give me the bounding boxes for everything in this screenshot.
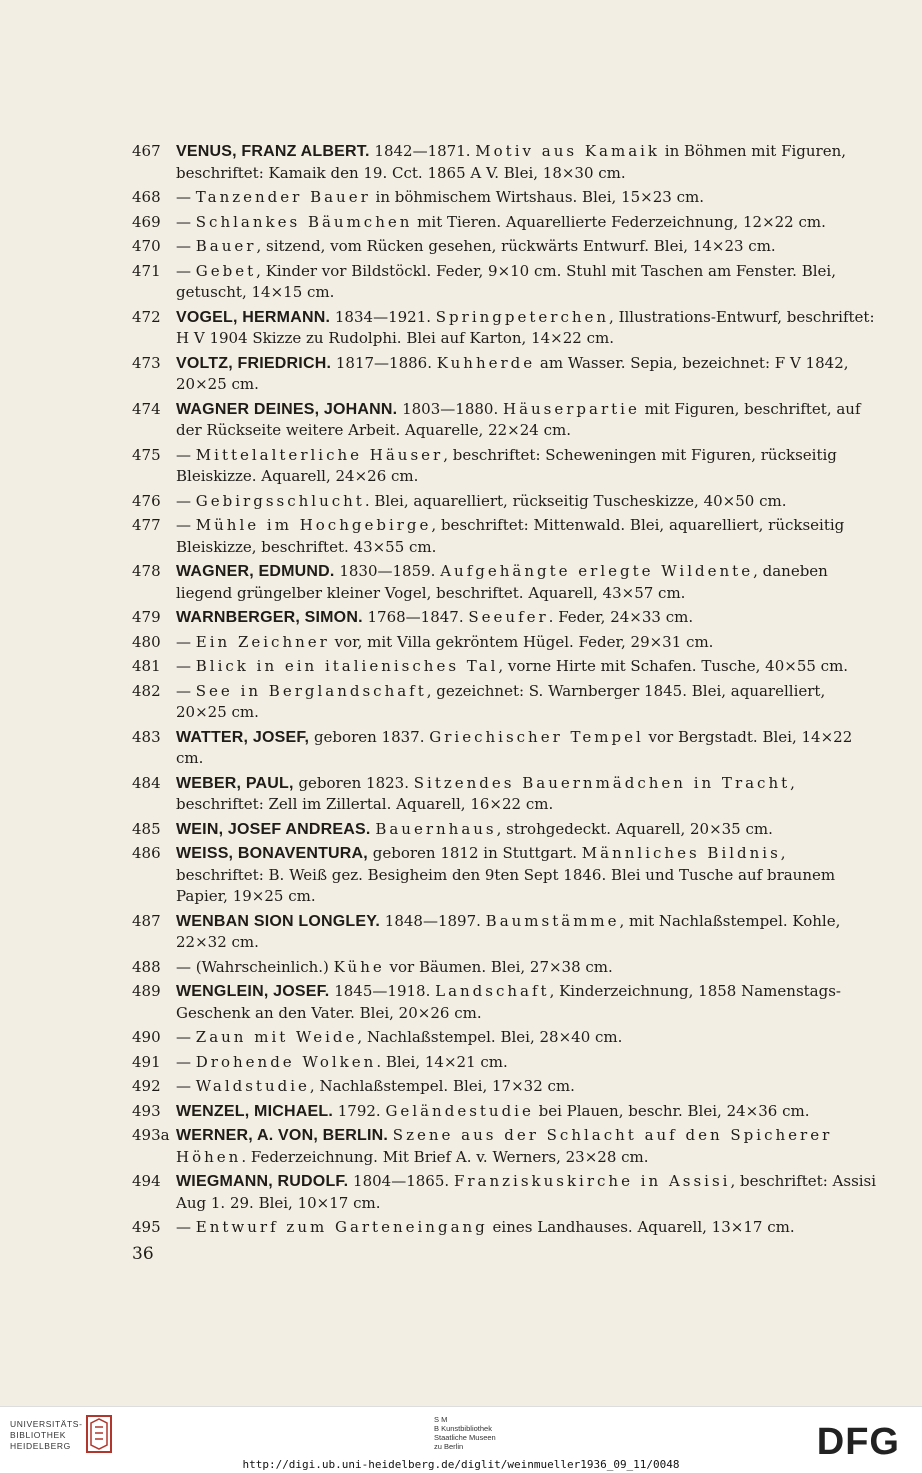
catalog-entry <box>132 445 877 488</box>
entry-description: . Feder, 24×33 cm. <box>548 608 694 626</box>
lib-line-4: zu Berlin <box>434 1442 464 1451</box>
entry-text <box>176 608 693 626</box>
lib-line-2: B Kunstbibliothek <box>434 1424 492 1433</box>
entry-text <box>176 492 787 510</box>
entry-title: Schlankes Bäumchen <box>195 212 413 231</box>
entry-description: , beschriftet: B. Weiß gez. Besigheim den 9ten Sept 1846. Blei und Tusche auf braunem Papier, 19×25 cm. <box>176 844 836 905</box>
entry-text <box>176 308 875 348</box>
entry-title: Landschaft <box>435 982 550 1000</box>
entry-artist: WAGNER DEINES, JOHANN. <box>176 400 398 418</box>
entry-text <box>176 188 704 206</box>
entry-text <box>176 1126 832 1166</box>
entry-description: mit Figuren, beschriftet, auf der Rückseite weitere Arbeit. Aquarelle, 22×24 cm. <box>176 399 861 439</box>
entry-title: Zaun mit Weide <box>195 1028 358 1046</box>
entry-list <box>132 141 877 1242</box>
entry-number: 485 <box>132 819 161 838</box>
entry-dates: 1792. <box>332 1101 386 1120</box>
entry-description: . Federzeichnung. Mit Brief A. v. Werners, 23×28 cm. <box>241 1147 649 1166</box>
entry-dates: — <box>176 1052 196 1071</box>
catalog-entry <box>132 632 877 654</box>
entry-title: Kühe <box>333 957 385 976</box>
entry-number: 486 <box>132 844 161 862</box>
catalog-entry <box>132 515 877 558</box>
entry-number: 494 <box>132 1172 161 1190</box>
lib-line-3: Staatliche Museen <box>434 1433 496 1442</box>
entry-number: 495 <box>132 1218 161 1236</box>
entry-description: , vorne Hirte mit Schafen. Tusche, 40×55 cm. <box>498 657 849 675</box>
entry-number: 488 <box>132 957 161 976</box>
entry-description: , mit Nachlaßstempel. Kohle, 22×32 cm. <box>176 911 841 951</box>
uni-line-1: UNIVERSITÄTS- <box>10 1419 83 1429</box>
entry-text <box>176 1028 622 1046</box>
entry-description: bei Plauen, beschr. Blei, 24×36 cm. <box>533 1101 810 1120</box>
entry-artist: WAGNER, EDMUND. <box>176 563 335 580</box>
entry-dates: — <box>176 1028 196 1046</box>
catalog-entry <box>132 656 877 678</box>
entry-text <box>176 516 844 556</box>
entry-text <box>176 820 773 838</box>
catalog-entry <box>132 819 877 841</box>
entry-text <box>176 1077 575 1095</box>
entry-text <box>176 657 848 675</box>
entry-dates: 1768—1847. <box>362 608 469 626</box>
entry-artist: WARNBERGER, SIMON. <box>176 609 363 626</box>
entry-number: 480 <box>132 632 161 651</box>
entry-title: Kuhherde <box>436 353 536 372</box>
entry-number: 472 <box>132 307 161 326</box>
entry-dates: 1817—1886. <box>331 353 437 372</box>
entry-text <box>176 1053 508 1071</box>
entry-title: Tanzender Bauer <box>195 188 371 206</box>
catalog-entry <box>132 681 877 724</box>
entry-description: , strohgedeckt. Aquarell, 20×35 cm. <box>496 819 773 838</box>
entry-artist: WENGLEIN, JOSEF. <box>176 983 330 1000</box>
entry-description: , beschriftet: Scheweningen mit Figuren, rückseitig Bleiskizze. Aquarell, 24×26 cm. <box>176 445 837 485</box>
entry-description: , beschriftet: Zell im Zillertal. Aquarell, 16×22 cm. <box>176 773 795 813</box>
entry-text <box>176 912 840 952</box>
catalog-entry <box>132 491 877 513</box>
catalog-entry <box>132 1027 877 1049</box>
entry-number: 489 <box>132 982 161 1000</box>
catalog-entry <box>132 261 877 304</box>
entry-text <box>176 237 776 255</box>
entry-title: Szene aus der Schlacht auf den Spicherer Höhen <box>176 1126 833 1166</box>
entry-number: 482 <box>132 681 161 700</box>
entry-number: 484 <box>132 773 161 792</box>
entry-text <box>176 633 713 651</box>
catalog-entry <box>132 212 877 234</box>
entry-number: 478 <box>132 562 161 580</box>
entry-title: Springpeterchen <box>435 307 610 326</box>
entry-description: , beschriftet: Assisi Aug 1. 29. Blei, 10×17 cm. <box>176 1172 877 1212</box>
entry-artist: WENBAN SION LONGLEY. <box>176 912 381 930</box>
entry-text <box>176 1172 876 1212</box>
entry-dates: 1848—1897. <box>380 911 486 930</box>
entry-text <box>176 354 849 394</box>
entry-dates: 1803—1880. <box>397 399 503 418</box>
entry-dates: — <box>176 681 196 700</box>
catalog-entry <box>132 1217 877 1239</box>
entry-description: am Wasser. Sepia, bezeichnet: F V 1842, 20×25 cm. <box>176 353 849 393</box>
entry-description: vor Bäumen. Blei, 27×38 cm. <box>384 957 613 976</box>
entry-text <box>176 774 795 814</box>
entry-title: Entwurf zum Garteneingang <box>195 1218 488 1236</box>
entry-number: 481 <box>132 657 161 675</box>
entry-number: 468 <box>132 188 161 206</box>
catalog-entry <box>132 911 877 954</box>
catalog-entry <box>132 1052 877 1074</box>
catalog-entry <box>132 1076 877 1098</box>
entry-description: . Blei, aquarelliert, rückseitig Tuscheskizze, 40×50 cm. <box>364 491 787 510</box>
catalog-entry <box>132 307 877 350</box>
entry-text <box>176 446 837 486</box>
entry-title: Sitzendes Bauernmädchen in Tracht <box>413 773 791 792</box>
entry-text <box>176 400 861 440</box>
entry-dates: geboren 1823. <box>293 773 414 792</box>
entry-text <box>176 262 836 302</box>
entry-number: 491 <box>132 1052 161 1071</box>
entry-description: , Kinder vor Bildstöckl. Feder, 9×10 cm. Stuhl mit Taschen am Fenster. Blei, getuscht, 14×15 cm. <box>176 261 836 301</box>
entry-description: eines Landhauses. Aquarell, 13×17 cm. <box>487 1218 795 1236</box>
entry-title: Ein Zeichner <box>195 632 330 651</box>
entry-artist: WENZEL, MICHAEL. <box>176 1102 333 1120</box>
entry-title: Häuserpartie <box>502 399 640 418</box>
entry-number: 476 <box>132 491 161 510</box>
entry-text <box>176 142 846 182</box>
entry-artist: WATTER, JOSEF, <box>176 728 310 746</box>
entry-number: 469 <box>132 212 161 231</box>
entry-title: Mühle im Hochgebirge <box>195 516 432 534</box>
entry-description: in böhmischem Wirtshaus. Blei, 15×23 cm. <box>370 188 704 206</box>
catalog-entry <box>132 843 877 908</box>
lib-line-1: S M <box>434 1415 448 1424</box>
footer-bar <box>0 1406 922 1473</box>
entry-dates: geboren 1837. <box>309 727 430 746</box>
entry-dates: — <box>176 1077 196 1095</box>
entry-number: 479 <box>132 608 161 626</box>
entry-dates: 1845—1918. <box>329 982 436 1000</box>
catalog-entry <box>132 727 877 770</box>
entry-number: 471 <box>132 261 161 280</box>
entry-dates: geboren 1812 in Stuttgart. <box>367 844 582 862</box>
entry-dates: — (Wahrscheinlich.) <box>176 957 334 976</box>
entry-dates: — <box>176 445 196 464</box>
entry-artist: WERNER, A. VON, BERLIN. <box>176 1127 389 1144</box>
entry-text <box>176 562 828 602</box>
catalog-entry <box>132 773 877 816</box>
entry-title: Aufgehängte erlegte Wildente <box>440 562 754 580</box>
entry-description: vor Bergstadt. Blei, 14×22 cm. <box>176 727 853 767</box>
entry-number: 473 <box>132 353 161 372</box>
entry-description: . Blei, 14×21 cm. <box>376 1052 508 1071</box>
catalog-entry <box>132 141 877 184</box>
entry-number: 492 <box>132 1077 161 1095</box>
entry-dates: — <box>176 212 196 231</box>
entry-artist: VOGEL, HERMANN. <box>176 308 331 326</box>
uni-line-2: BIBLIOTHEK <box>10 1430 67 1440</box>
entry-description: , Kinderzeichnung, 1858 Namenstags-Geschenk an den Vater. Blei, 20×26 cm. <box>176 982 841 1022</box>
entry-dates: — <box>176 237 196 255</box>
entry-text <box>176 213 826 231</box>
catalog-entry <box>132 187 877 209</box>
entry-title: See in Berglandschaft <box>195 681 427 700</box>
entry-text <box>176 1218 795 1236</box>
entry-number: 493 <box>132 1101 161 1120</box>
entry-title: Drohende Wolken <box>195 1052 377 1071</box>
entry-text <box>176 982 841 1022</box>
entry-description: , beschriftet: Mittenwald. Blei, aquarelliert, rückseitig Bleiskizze, beschriftet. 43×55 cm. <box>176 516 845 556</box>
entry-title: Waldstudie <box>195 1077 310 1095</box>
entry-dates: — <box>176 188 196 206</box>
entry-text <box>176 728 852 768</box>
university-seal-icon <box>86 1415 112 1453</box>
entry-number: 475 <box>132 445 161 464</box>
entry-artist: WEIN, JOSEF ANDREAS. <box>176 820 371 838</box>
entry-text <box>176 958 613 976</box>
entry-description: in Böhmen mit Figuren, beschriftet: Kamaik den 19. Cct. 1865 A V. Blei, 18×30 cm. <box>176 142 847 182</box>
entry-description: , Illustrations-Entwurf, beschriftet: H V 1904 Skizze zu Rudolphi. Blei auf Karton, 14×22 cm. <box>176 307 875 347</box>
entry-title: Männliches Bildnis <box>581 844 781 862</box>
university-library-logo[interactable] <box>10 1419 83 1452</box>
catalog-entry <box>132 1101 877 1123</box>
entry-dates: — <box>176 491 196 510</box>
entry-artist: VOLTZ, FRIEDRICH. <box>176 354 332 372</box>
catalog-entry <box>132 353 877 396</box>
entry-dates: 1834—1921. <box>330 307 436 326</box>
entry-dates: — <box>176 632 196 651</box>
entry-dates: — <box>176 1218 196 1236</box>
entry-title: Franziskuskirche in Assisi <box>453 1172 731 1190</box>
entry-number: 490 <box>132 1028 161 1046</box>
entry-title: Baumstämme <box>485 911 620 930</box>
dfg-logo[interactable]: DFG <box>816 1421 900 1463</box>
permalink-url[interactable]: http://digi.ub.uni-heidelberg.de/diglit/weinmueller1936_09_11/0048 <box>242 1458 680 1471</box>
entry-number: 467 <box>132 142 161 160</box>
entry-artist: WEBER, PAUL, <box>176 774 294 792</box>
entry-title: Griechischer Tempel <box>429 727 644 746</box>
page-number: 36 <box>132 1244 154 1264</box>
entry-dates: 1842—1871. <box>369 142 476 160</box>
entry-number: 493a <box>132 1126 170 1144</box>
entry-title: Mittelalterliche Häuser <box>195 445 444 464</box>
entry-description: mit Tieren. Aquarellierte Federzeichnung, 12×22 cm. <box>412 212 826 231</box>
kunstbibliothek-logo[interactable] <box>434 1415 496 1451</box>
entry-text <box>176 1102 809 1120</box>
entry-description: , Nachlaßstempel. Blei, 17×32 cm. <box>309 1077 575 1095</box>
entry-dates: — <box>176 657 196 675</box>
entry-title: Bauernhaus <box>375 819 497 838</box>
catalog-entry <box>132 1171 877 1214</box>
catalog-entry <box>132 236 877 258</box>
entry-dates: — <box>176 516 196 534</box>
catalog-entry <box>132 981 877 1024</box>
entry-dates: 1804—1865. <box>348 1172 454 1190</box>
uni-line-3: HEIDELBERG <box>10 1441 71 1451</box>
entry-text <box>176 844 835 905</box>
entry-artist: WIEGMANN, RUDOLF. <box>176 1173 349 1190</box>
catalog-entry <box>132 561 877 604</box>
entry-title: Geländestudie <box>385 1101 534 1120</box>
catalog-entry <box>132 957 877 979</box>
entry-title: Gebirgsschlucht <box>195 491 365 510</box>
catalog-entry <box>132 607 877 629</box>
entry-dates: 1830—1859. <box>334 562 441 580</box>
entry-number: 474 <box>132 399 161 418</box>
entry-title: Motiv aus Kamaik <box>475 142 661 160</box>
catalog-entry <box>132 1125 877 1168</box>
entry-dates: — <box>176 261 196 280</box>
entry-number: 487 <box>132 911 161 930</box>
entry-number: 477 <box>132 516 161 534</box>
entry-text <box>176 682 825 722</box>
entry-description: , Nachlaßstempel. Blei, 28×40 cm. <box>357 1028 623 1046</box>
entry-title: Seeufer <box>468 608 549 626</box>
entry-artist: WEISS, BONAVENTURA, <box>176 845 368 862</box>
entry-description: , sitzend, vom Rücken gesehen, rückwärts Entwurf. Blei, 14×23 cm. <box>256 237 776 255</box>
entry-artist: VENUS, FRANZ ALBERT. <box>176 143 370 160</box>
entry-title: Bauer <box>195 237 257 255</box>
entry-title: Gebet <box>195 261 257 280</box>
entry-description: , daneben liegend grüngelber kleiner Vogel, beschriftet. Aquarell, 43×57 cm. <box>176 562 828 602</box>
entry-description: vor, mit Villa gekröntem Hügel. Feder, 29×31 cm. <box>329 632 714 651</box>
entry-title: Blick in ein italienisches Tal <box>195 657 499 675</box>
entry-number: 483 <box>132 727 161 746</box>
entry-description: , gezeichnet: S. Warnberger 1845. Blei, aquarelliert, 20×25 cm. <box>176 681 826 721</box>
entry-number: 470 <box>132 237 161 255</box>
catalog-entry <box>132 399 877 442</box>
